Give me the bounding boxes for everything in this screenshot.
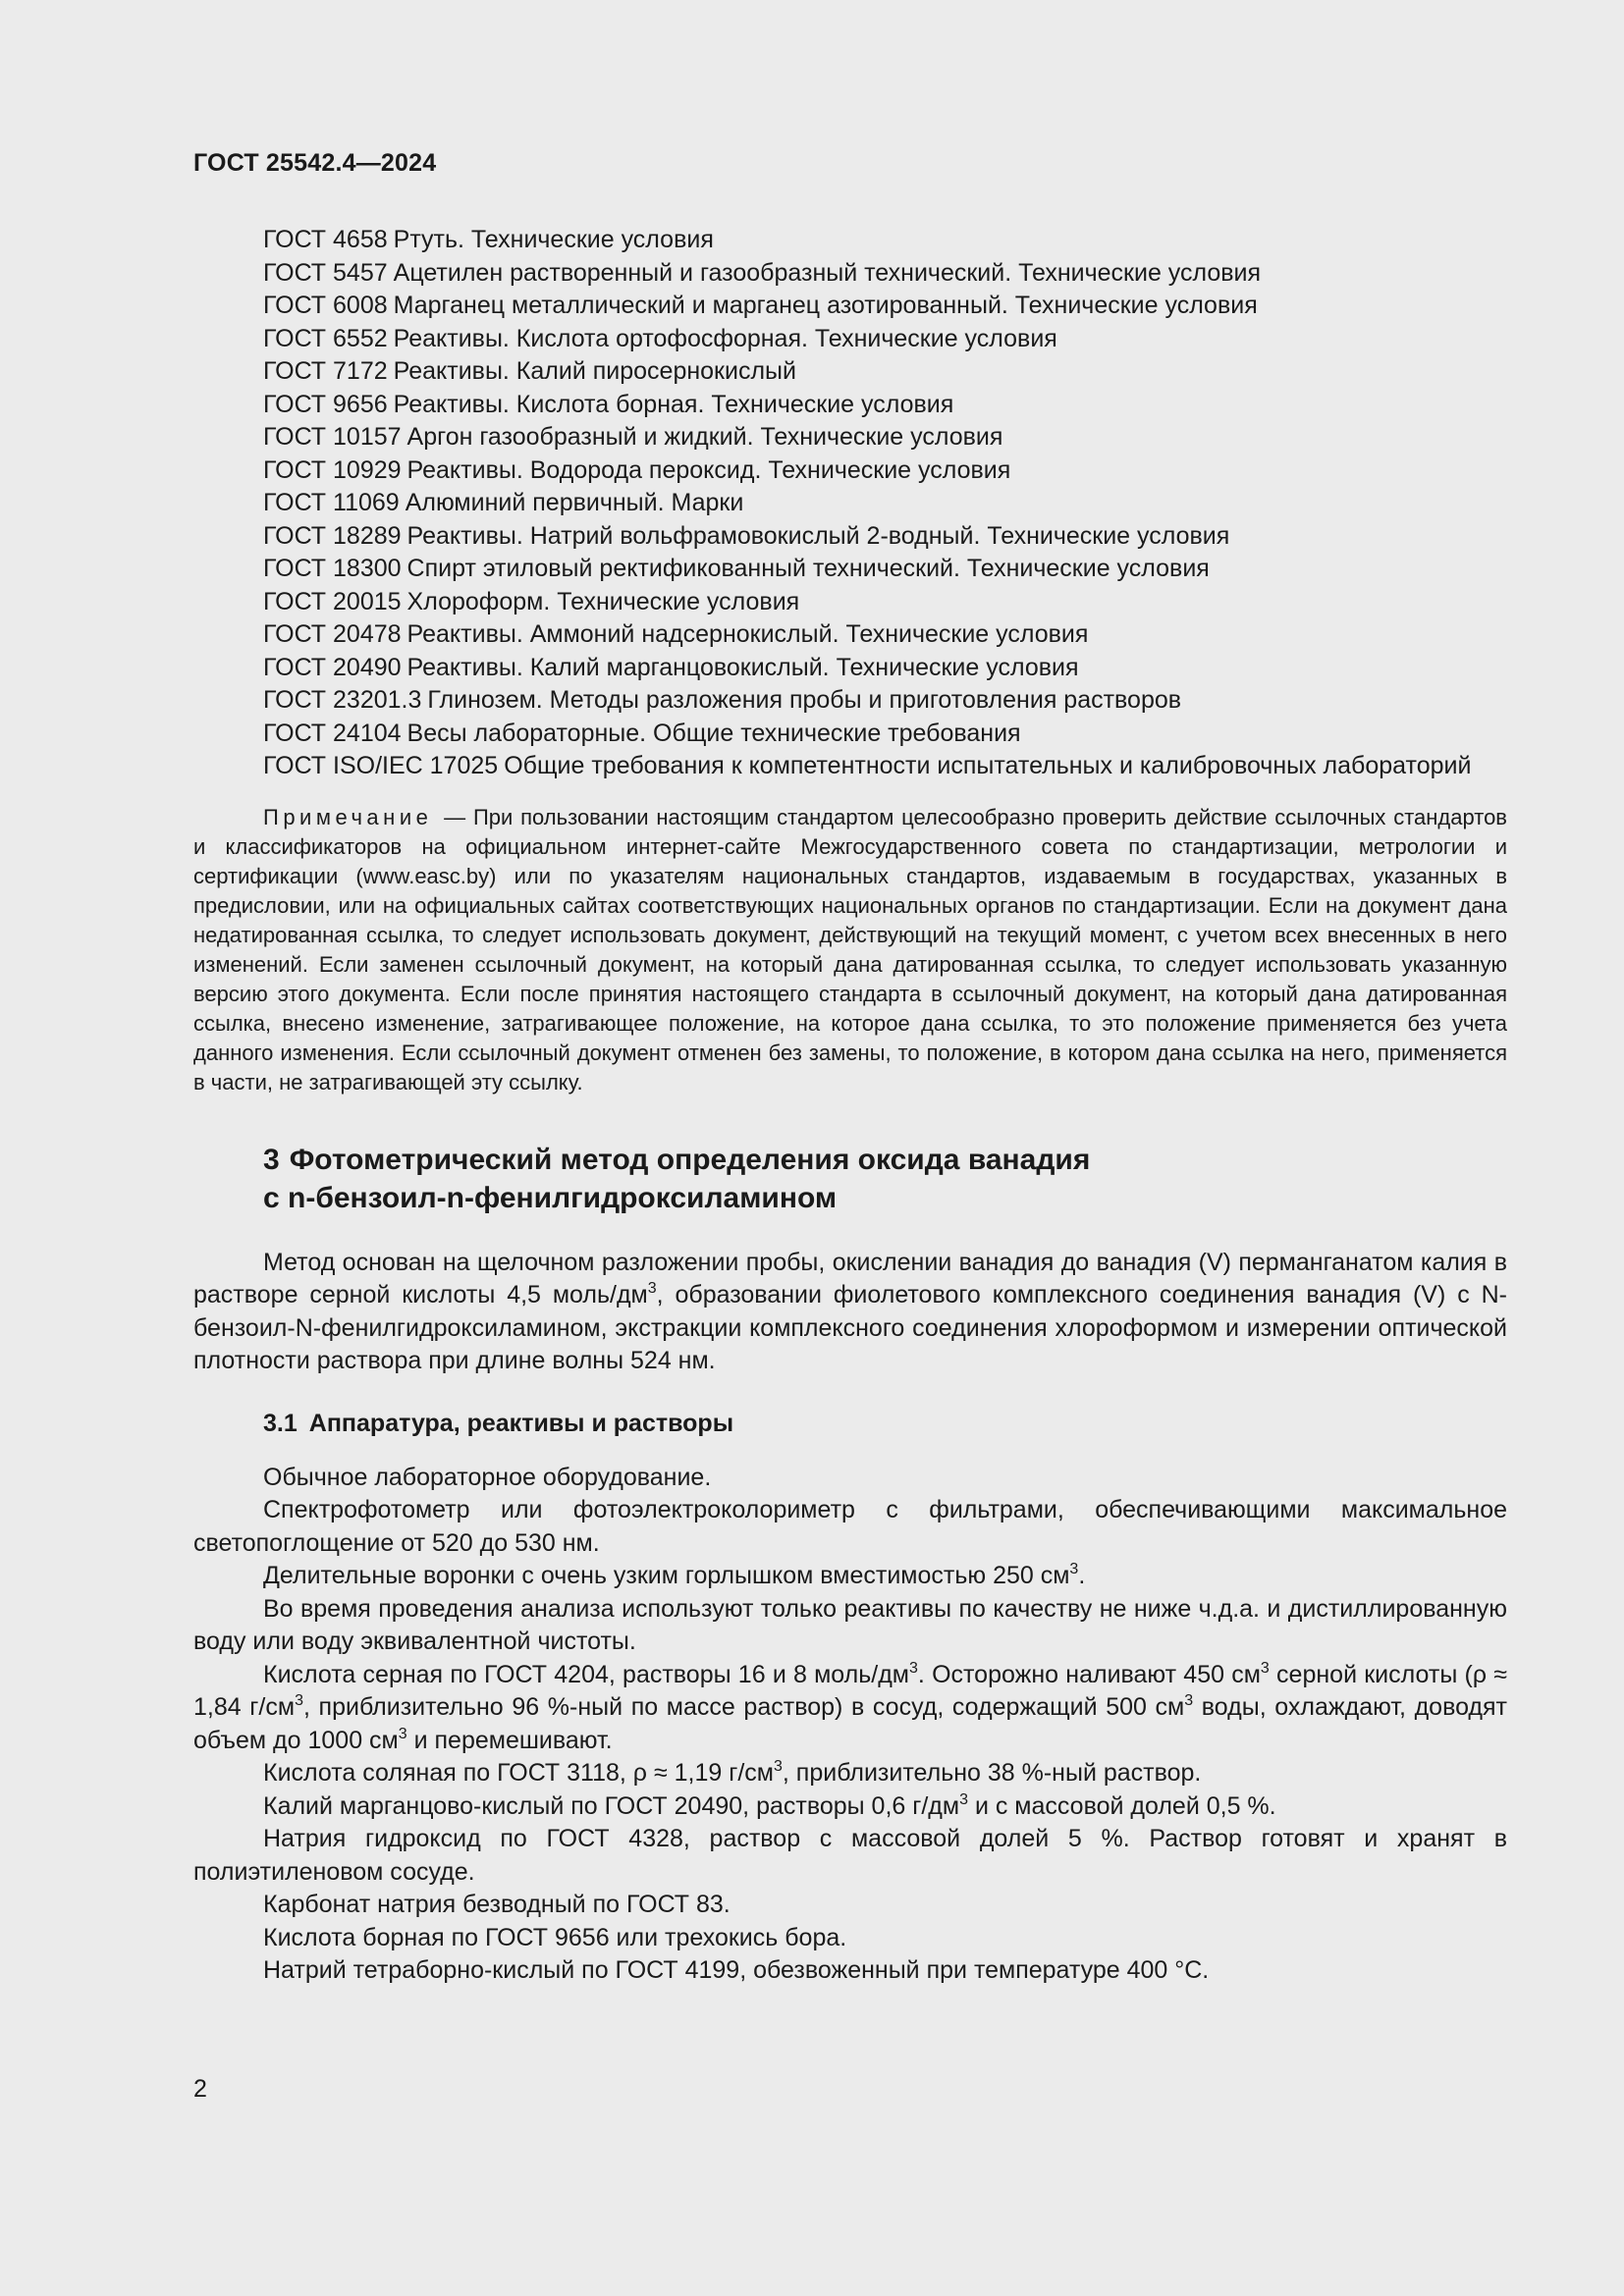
reference-item <box>193 750 1507 783</box>
reference-item <box>193 421 1507 454</box>
reference-code: ГОСТ 18289 <box>263 521 402 550</box>
text-part: серной кислоты (ρ ≈ 1,84 г/см <box>193 1660 1507 1721</box>
reference-title: Аргон газообразный и жидкий. Технические условия <box>406 423 1003 451</box>
reference-title: Реактивы. Водорода пероксид. Технические условия <box>406 455 1011 484</box>
superscript: 3 <box>398 1725 407 1742</box>
reference-code: ГОСТ 10929 <box>263 455 402 484</box>
subsection-title-text: Аппаратура, реактивы и растворы <box>308 1409 734 1437</box>
text-part: воды, охлаждают, доводят объем до 1000 см <box>193 1693 1508 1754</box>
text-part: и перемешивают. <box>406 1726 613 1754</box>
section-title-line-2: с n-бензоил-n-фенилгидроксиламином <box>263 1181 838 1214</box>
superscript: 3 <box>1184 1692 1194 1709</box>
reference-code: ГОСТ 23201.3 <box>263 686 422 714</box>
reference-code: ГОСТ 4658 <box>263 226 388 253</box>
note-text: — При пользовании настоящим стандартом целесообразно проверить действие ссылочных стандартов и классификаторов на официальном интернет-сайте Межгосударственного совета по стандартизации, метрологии и сертификации (www.easc.by) или по указателям национальных стандартов, издаваемым в государствах, указанных в предисловии, или на официальных сайтах соответствующих национальных органов по стандартизации. Если на документ дана недатированная ссылка, то следует использовать документ, действующий на текущий момент, с учетом всех внесенных в него изменений. Если заменен ссылочный документ, на который дана датированная ссылка, то следует использовать указанную версию этого документа. Если после принятия настоящего стандарта в ссылочный документ, на который дана датированная ссылка, внесено изменение, затрагивающее положение, на которое дана ссылка, то это положение применяется без учета данного изменения. Если ссылочный документ отменен без замены, то положение, в котором дана ссылка на него, применяется в части, не затрагивающей эту ссылку. <box>193 804 1507 1095</box>
text-part: . <box>1078 1562 1086 1589</box>
superscript: 3 <box>647 1280 657 1297</box>
sodium-carbonate-paragraph: Карбонат натрия безводный по ГОСТ 83. <box>263 1891 731 1918</box>
reference-code: ГОСТ 20490 <box>263 653 402 681</box>
reference-code: ГОСТ 6008 <box>263 292 388 319</box>
reference-title: Ртуть. Технические условия <box>393 226 714 253</box>
reference-item <box>193 355 1507 389</box>
section-title-line-1: Фотометрический метод определения оксида ванадия <box>289 1143 1091 1176</box>
reagents-quality-paragraph: Во время проведения анализа используют только реактивы по качеству не ниже ч.д.а. и дистиллированную воду или воду эквивалентной чистоты. <box>193 1594 1507 1655</box>
text-part: Делительные воронки с очень узким горлышком вместимостью 250 см <box>263 1562 1070 1589</box>
reference-item <box>193 454 1507 488</box>
reference-item <box>193 718 1507 751</box>
superscript: 3 <box>959 1790 968 1808</box>
reference-title: Марганец металлический и марганец азотированный. Технические условия <box>393 292 1258 319</box>
sulfuric-acid-paragraph <box>193 1659 1507 1758</box>
reference-title: Реактивы. Калий пиросернокислый <box>393 357 796 385</box>
reference-item <box>193 323 1507 356</box>
reference-item <box>193 257 1507 291</box>
boric-acid-paragraph: Кислота борная по ГОСТ 9656 или трехокись бора. <box>263 1923 847 1951</box>
superscript: 3 <box>1260 1659 1270 1677</box>
text-part: . Осторожно наливают 450 см <box>917 1660 1261 1688</box>
reference-item <box>193 224 1507 257</box>
text-part: Калий марганцово-кислый по ГОСТ 20490, растворы 0,6 г/дм <box>263 1791 960 1820</box>
reference-code: ГОСТ 10157 <box>263 423 402 451</box>
permanganate-paragraph <box>193 1790 1507 1824</box>
text-part: Кислота соляная по ГОСТ 3118, ρ ≈ 1,19 г/см <box>263 1759 774 1787</box>
reference-item <box>193 618 1507 652</box>
hydrochloric-acid-paragraph <box>193 1757 1507 1790</box>
reference-title: Реактивы. Натрий вольфрамовокислый 2-водный. Технические условия <box>406 521 1230 550</box>
reference-title: Реактивы. Аммоний надсернокислый. Технические условия <box>406 620 1089 648</box>
running-header: ГОСТ 25542.4—2024 <box>193 149 437 177</box>
reference-title: Реактивы. Калий марганцовокислый. Технические условия <box>406 653 1079 681</box>
page-content <box>193 224 1507 1988</box>
superscript: 3 <box>773 1758 783 1775</box>
section-3-intro <box>193 1247 1507 1378</box>
normative-references-list <box>193 224 1507 783</box>
reference-title: Алюминий первичный. Марки <box>405 489 744 516</box>
superscript: 3 <box>295 1692 303 1709</box>
subsection-3-1-title <box>193 1408 1507 1440</box>
section-3-title <box>193 1141 1507 1217</box>
section-number: 3 <box>263 1143 280 1176</box>
reference-title: Общие требования к компетентности испытательных и калибровочных лабораторий <box>504 752 1472 779</box>
intro-text-part: , образовании фиолетового комплексного соединения ванадия (V) с N-бензоил-N-фенилгидроксиламином, экстракции комплексного соединения хлороформом и измерении оптической плотности раствора при длине волны 524 нм. <box>193 1281 1507 1374</box>
page-number: 2 <box>193 2075 207 2103</box>
sodium-tetraborate-paragraph: Натрий тетраборно-кислый по ГОСТ 4199, обезвоженный при температуре 400 °C. <box>263 1956 1210 1984</box>
reference-code: ГОСТ 7172 <box>263 357 388 385</box>
reference-item <box>193 652 1507 685</box>
reference-code: ГОСТ 5457 <box>263 258 388 287</box>
reference-title: Хлороформ. Технические условия <box>406 587 800 615</box>
text-part: , приблизительно 38 %-ный раствор. <box>782 1759 1202 1787</box>
note-label: Примечание <box>263 804 433 829</box>
intro-text-part: Метод основан на щелочном разложении пробы, окислении ванадия до ванадия (V) перманганатом калия в растворе серной кислоты 4,5 моль/дм <box>193 1248 1507 1308</box>
sodium-hydroxide-paragraph: Натрия гидроксид по ГОСТ 4328, раствор с массовой долей 5 %. Раствор готовят и хранят в полиэтиленовом сосуде. <box>193 1825 1507 1886</box>
reference-item <box>193 684 1507 718</box>
superscript: 3 <box>909 1659 918 1677</box>
reference-item <box>193 553 1507 586</box>
reference-code: ГОСТ 6552 <box>263 324 388 352</box>
reference-title: Спирт этиловый ректификованный технический. Технические условия <box>406 555 1210 582</box>
reference-item <box>193 487 1507 520</box>
reference-title: Реактивы. Кислота борная. Технические условия <box>393 390 954 418</box>
reference-item <box>193 290 1507 323</box>
superscript: 3 <box>1069 1561 1079 1577</box>
subsection-number: 3.1 <box>263 1409 298 1437</box>
reference-title: Ацетилен растворенный и газообразный технический. Технические условия <box>393 258 1262 287</box>
reference-code: ГОСТ 9656 <box>263 390 388 418</box>
reference-code: ГОСТ 24104 <box>263 719 402 747</box>
reference-title: Реактивы. Кислота ортофосфорная. Технические условия <box>393 324 1057 352</box>
reference-code: ГОСТ 18300 <box>263 555 402 582</box>
reference-code: ГОСТ 20478 <box>263 620 402 648</box>
text-part: , приблизительно 96 %-ный по массе раствор) в сосуд, содержащий 500 см <box>302 1693 1185 1721</box>
photometer-paragraph: Спектрофотометр или фотоэлектроколориметр с фильтрами, обеспечивающими максимальное светопоглощение от 520 до 530 нм. <box>193 1496 1507 1557</box>
reference-code: ГОСТ ISO/IEC 17025 <box>263 752 499 779</box>
reference-item <box>193 586 1507 619</box>
lab-equipment-paragraph: Обычное лабораторное оборудование. <box>263 1463 712 1491</box>
reference-code: ГОСТ 11069 <box>263 489 400 516</box>
reference-title: Весы лабораторные. Общие технические требования <box>406 719 1021 747</box>
note-paragraph <box>193 803 1507 1097</box>
funnels-paragraph <box>193 1560 1507 1593</box>
reference-item <box>193 520 1507 554</box>
reference-title: Глинозем. Методы разложения пробы и приготовления растворов <box>427 686 1182 714</box>
reference-item <box>193 389 1507 422</box>
text-part: и с массовой долей 0,5 %. <box>968 1791 1276 1820</box>
reference-code: ГОСТ 20015 <box>263 587 402 615</box>
text-part: Кислота серная по ГОСТ 4204, растворы 16 и 8 моль/дм <box>263 1660 909 1688</box>
